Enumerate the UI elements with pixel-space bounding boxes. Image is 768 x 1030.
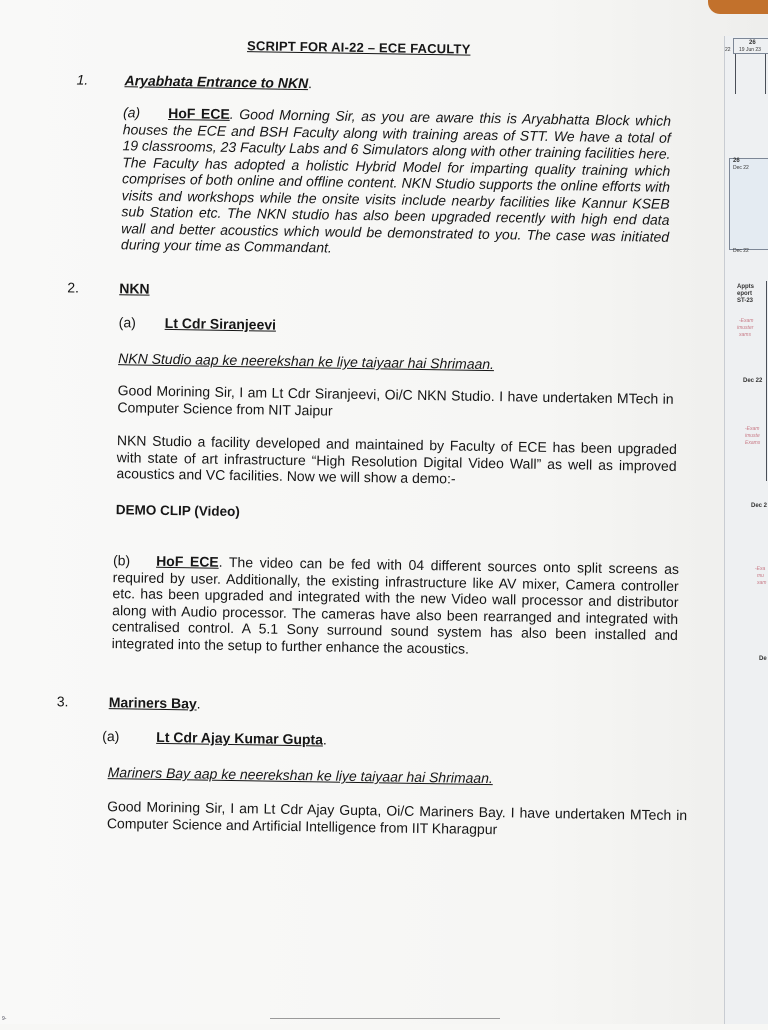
- speaker-row: [156, 729, 327, 750]
- side-cal-text: eport: [737, 291, 752, 297]
- paragraph: NKN Studio a facility developed and maintained by Faculty of ECE has been upgraded with state of art infrastructure “High Resolution Digital Video Wall” as well as improved acoustics and VC facilities. Now we will show a demo:-: [116, 432, 677, 487]
- heading-suffix: .: [196, 695, 201, 712]
- speaker-name: HoF ECE: [168, 104, 230, 122]
- speaker-suffix: .: [322, 731, 327, 748]
- section-heading-row: [124, 72, 312, 93]
- side-cal-text: -Exam: [745, 426, 760, 432]
- demo-clip-label: DEMO CLIP (Video): [115, 502, 240, 520]
- side-cal-text: ST-23: [737, 298, 754, 304]
- side-cal-line: [735, 54, 736, 94]
- speaker-name: Lt Cdr Siranjeevi: [164, 314, 277, 333]
- sub-label: (b): [112, 552, 131, 569]
- side-cal-text: Appts: [737, 284, 754, 290]
- side-cal-text: imuster: [737, 325, 754, 331]
- section-number: 3.: [56, 693, 69, 710]
- speaker-name: HoF ECE: [156, 552, 219, 570]
- bottom-edge-line: [270, 1018, 500, 1019]
- paragraph: [112, 552, 679, 660]
- paragraph: [121, 104, 671, 261]
- side-calendar-sheet: [724, 36, 768, 1024]
- side-cal-text: Dec 22: [743, 378, 763, 384]
- section-heading: NKN: [119, 280, 150, 297]
- side-cal-text: 19 Jun 23: [739, 47, 761, 53]
- side-cal-text: Dec 2: [751, 503, 768, 509]
- speaker-name: Lt Cdr Ajay Kumar Gupta: [156, 728, 324, 748]
- side-cal-text: De: [759, 656, 767, 662]
- section-heading: Aryabhata Entrance to NKN: [124, 72, 309, 92]
- section-number: 1.: [76, 71, 89, 88]
- side-cal-text: 22: [725, 47, 731, 53]
- side-cal-line: [766, 281, 767, 481]
- side-cal-text: -Exam: [739, 318, 754, 324]
- side-cal-text: imuste: [745, 433, 760, 439]
- side-cal-text: -Exa: [755, 566, 766, 572]
- paragraph: Good Morining Sir, I am Lt Cdr Siranjeevi, Oi/C NKN Studio. I have undertaken MTech in Computer Science from NIT Jaipur: [117, 382, 674, 419]
- section-heading-row: [109, 694, 201, 713]
- side-cal-text: 26: [733, 158, 740, 164]
- page-title: SCRIPT FOR AI-22 – ECE FACULTY: [247, 38, 471, 57]
- section-number: 2.: [67, 279, 80, 296]
- side-cal-text: 26: [749, 40, 756, 46]
- sub-label: (a): [118, 314, 137, 331]
- side-cal-text: Exams: [745, 440, 761, 446]
- side-cal-text: xams: [739, 332, 751, 338]
- paragraph-text: . Good Morning Sir, as you are aware this is Aryabhatta Block which houses the ECE and BSH Faculty along with training areas of STT. We have a total of 19 classrooms, 23 Faculty Labs and 6 Simulators along with other training facilities here. The Faculty has adopted a holistic Hybrid Model for imparting quality training which comprises of both online and offline content. NKN Studio supports the online efforts with visits and workshops while the onsite visits include nearby facilities like Kannur KSEB sub Station etc. The NKN studio has also been upgraded recently with high end data wall and better acoustics which would be demonstrated to you. The case was initiated during your time as Commandant.: [120, 105, 672, 256]
- paragraph: Good Morining Sir, I am Lt Cdr Ajay Gupta, Oi/C Mariners Bay. I have undertaken MTech in Computer Science and Artificial Intelligence from IIT Kharagpur: [106, 798, 688, 837]
- side-cal-text: mu: [757, 573, 764, 579]
- section-heading: Mariners Bay: [108, 694, 197, 712]
- heading-suffix: .: [308, 75, 313, 92]
- side-cal-text: xam: [757, 580, 767, 586]
- side-cal-line: [765, 54, 766, 94]
- corner-mark: 9-: [2, 1016, 7, 1022]
- paragraph-text: . The video can be fed with 04 different sources onto split screens as required by user. Additionally, the existing infrastructure like AV mixer, Camera controller etc. has been upgraded and integrated with the new Video wall processor and distributor along with Audio processor. The cameras have also been rearranged and integrated with centralised control. A 5.1 Sony surround sound system has also been installed and integrated into the setup to further enhance the acoustics.: [111, 553, 680, 657]
- side-cal-text: Dec 22: [733, 248, 749, 254]
- sub-label: (a): [102, 727, 120, 745]
- hindi-line: Mariners Bay aap ke neerekshan ke liye taiyaar hai Shrimaan.: [107, 764, 493, 787]
- hindi-line: NKN Studio aap ke neerekshan ke liye taiyaar hai Shrimaan.: [118, 350, 495, 373]
- sub-label: (a): [122, 104, 141, 121]
- side-cal-text: Dec 22: [733, 165, 749, 171]
- side-calendar-box: [729, 158, 768, 250]
